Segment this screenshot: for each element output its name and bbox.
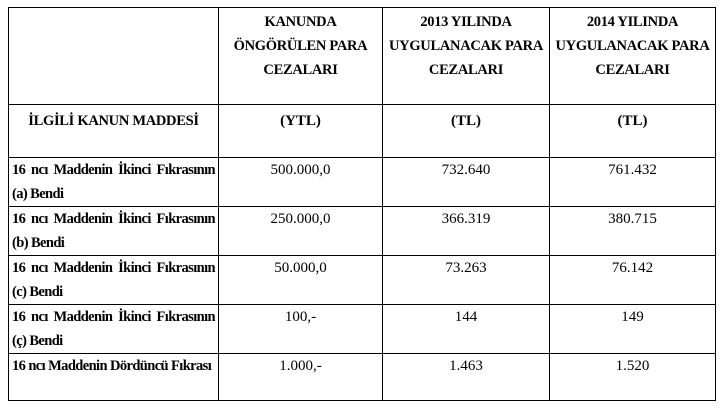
prescribed-cell: 1.000,- bbox=[219, 354, 383, 401]
prescribed-cell: 500.000,0 bbox=[219, 158, 383, 207]
table-row bbox=[9, 256, 716, 305]
table-row bbox=[9, 158, 716, 207]
amount-2014-cell: 761.432 bbox=[550, 158, 716, 207]
header-empty-cell bbox=[9, 8, 219, 105]
article-cell: 16 ncı Maddenin İkinci Fıkrasının (a) Bendi bbox=[9, 158, 219, 207]
unit-ytl: (YTL) bbox=[219, 105, 383, 158]
amount-2014-cell: 1.520 bbox=[550, 354, 716, 401]
prescribed-cell: 250.000,0 bbox=[219, 207, 383, 256]
header-2014-penalties: 2014 YILINDA UYGULANACAK PARA CEZALARI bbox=[550, 8, 716, 105]
penalty-table bbox=[8, 7, 716, 401]
article-cell: 16 ncı Maddenin İkinci Fıkrasının (ç) Bendi bbox=[9, 305, 219, 354]
amount-2013-cell: 732.640 bbox=[383, 158, 550, 207]
table-row bbox=[9, 207, 716, 256]
related-article-heading: İLGİLİ KANUN MADDESİ bbox=[9, 105, 219, 158]
article-cell: 16 ncı Maddenin İkinci Fıkrasının (b) Bendi bbox=[9, 207, 219, 256]
amount-2014-cell: 76.142 bbox=[550, 256, 716, 305]
table-row bbox=[9, 354, 716, 401]
header-2013-penalties: 2013 YILINDA UYGULANACAK PARA CEZALARI bbox=[383, 8, 550, 105]
penalty-table-page bbox=[8, 7, 715, 400]
prescribed-cell: 50.000,0 bbox=[219, 256, 383, 305]
amount-2013-cell: 1.463 bbox=[383, 354, 550, 401]
unit-tl-2014: (TL) bbox=[550, 105, 716, 158]
header-row bbox=[9, 8, 716, 105]
table-row bbox=[9, 305, 716, 354]
header-prescribed-penalties: KANUNDA ÖNGÖRÜLEN PARA CEZALARI bbox=[219, 8, 383, 105]
amount-2013-cell: 144 bbox=[383, 305, 550, 354]
units-row bbox=[9, 105, 716, 158]
unit-tl-2013: (TL) bbox=[383, 105, 550, 158]
article-cell: 16 ncı Maddenin İkinci Fıkrasının (c) Bendi bbox=[9, 256, 219, 305]
amount-2013-cell: 366.319 bbox=[383, 207, 550, 256]
amount-2013-cell: 73.263 bbox=[383, 256, 550, 305]
prescribed-cell: 100,- bbox=[219, 305, 383, 354]
amount-2014-cell: 380.715 bbox=[550, 207, 716, 256]
article-cell: 16 ncı Maddenin Dördüncü Fıkrası bbox=[9, 354, 219, 401]
amount-2014-cell: 149 bbox=[550, 305, 716, 354]
